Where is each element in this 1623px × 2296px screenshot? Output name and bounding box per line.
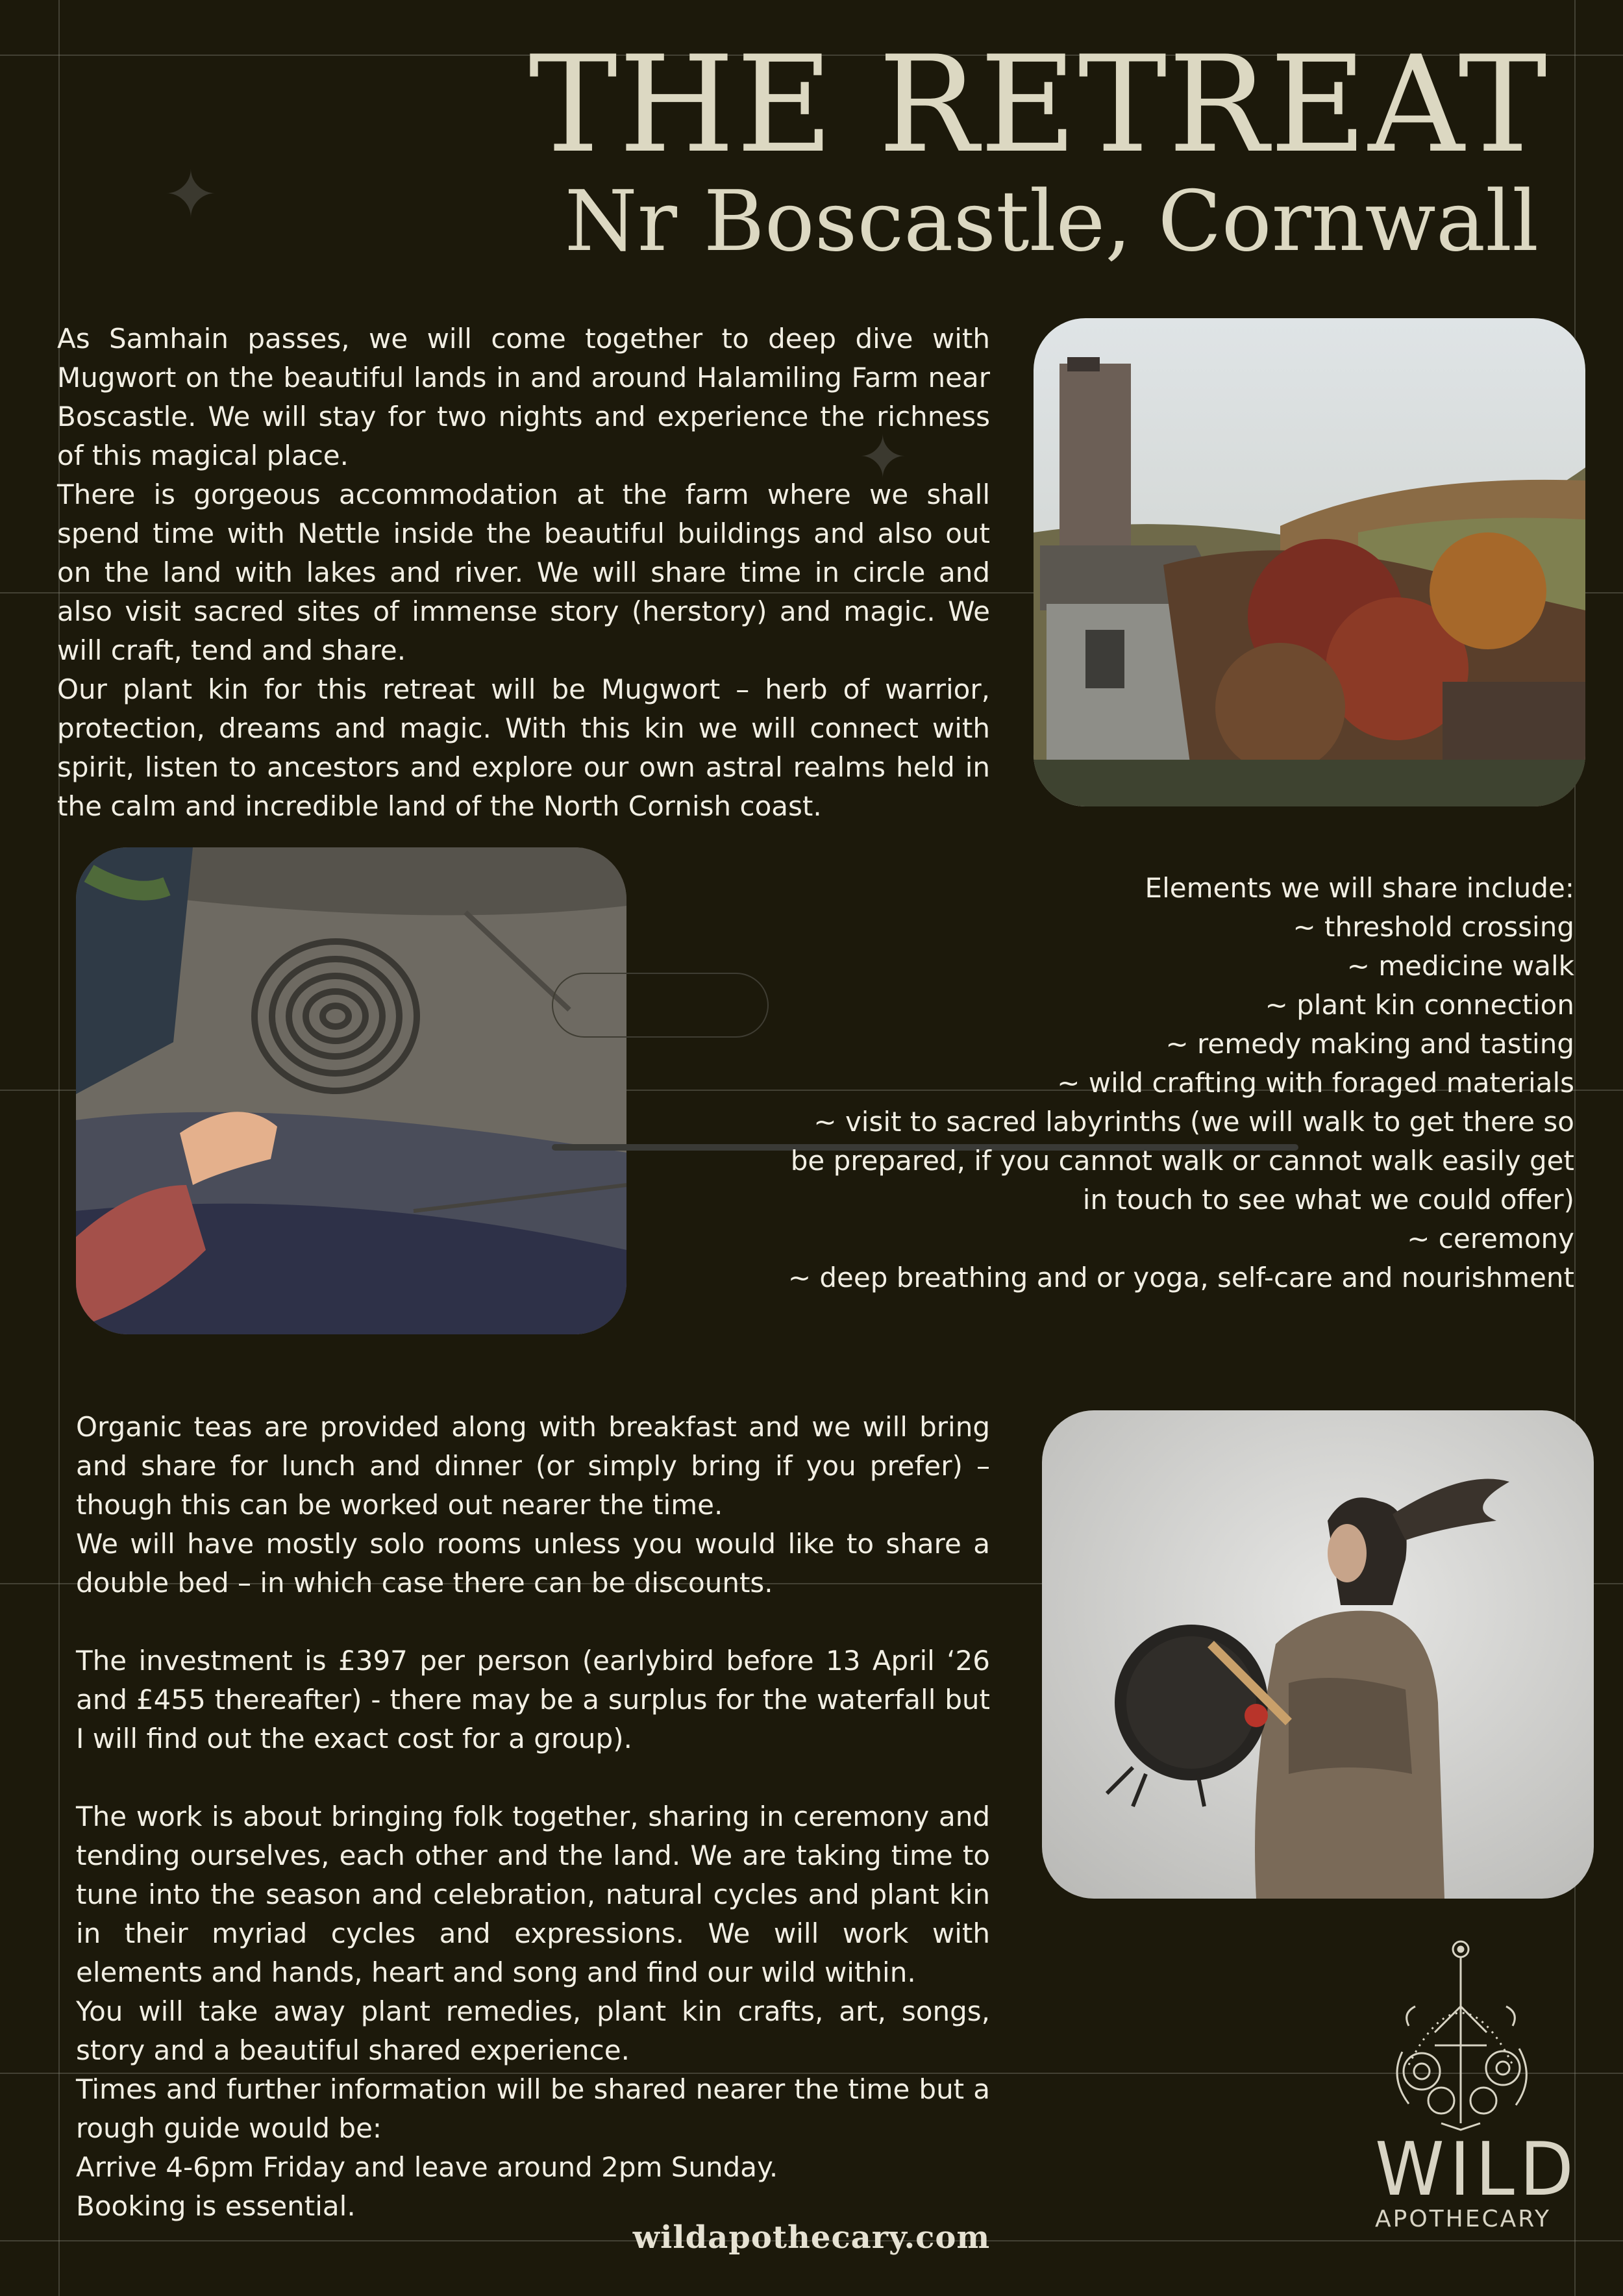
- booking-paragraph: Booking is essential.: [76, 2190, 356, 2222]
- rooms-paragraph: We will have mostly solo rooms unless you would like to share a double bed – in which case there can be discounts.: [76, 1528, 990, 1599]
- cottage-photo: [1034, 318, 1585, 806]
- work-paragraph: The work is about bringing folk together, sharing in ceremony and tending ourselves, each other and the land. We are taking time to tune into the season and celebration, natural cycles and plant kin in their myriad cycles and expressions. We will work with elements and hands, heart and song and find our wild within.: [76, 1801, 990, 1988]
- labyrinth-photo: [76, 847, 626, 1334]
- drummer-photo: [1042, 1410, 1594, 1899]
- elements-heading: Elements we will share include:: [1145, 872, 1574, 904]
- arrive-paragraph: Arrive 4-6pm Friday and leave around 2pm Sunday.: [76, 2151, 778, 2183]
- page-subtitle: Nr Boscastle, Cornwall: [564, 173, 1539, 270]
- sparkle-icon: ✦: [164, 156, 218, 232]
- list-item: ~ visit to sacred labyrinths (we will walk to get there so be prepared, if you cannot walk or cannot walk easily get in touch to see what we could offer): [790, 1106, 1574, 1216]
- elements-list: [665, 869, 1574, 1297]
- list-item: ~ remedy making and tasting: [1165, 1028, 1574, 1060]
- list-item: ~ plant kin connection: [1265, 989, 1574, 1021]
- sparkle-icon: ✦: [858, 423, 908, 492]
- list-item: ~ ceremony: [1407, 1223, 1574, 1254]
- list-item: ~ deep breathing and or yoga, self-care and nourishment: [787, 1262, 1574, 1293]
- page-title: THE RETREAT: [528, 28, 1548, 182]
- intro-text: [57, 319, 990, 826]
- times-paragraph: Times and further information will be shared nearer the time but a rough guide would be:: [76, 2073, 990, 2144]
- list-item: ~ threshold crossing: [1293, 911, 1574, 943]
- list-item: ~ wild crafting with foraged materials: [1057, 1067, 1574, 1099]
- intro-paragraph: There is gorgeous accommodation at the farm where we shall spend time with Nettle inside the beautiful buildings and also out on the land with lakes and river. We will share time in circle and also visit sacred sites of immense story (herstory) and magic. We will craft, tend and share.: [57, 479, 990, 666]
- logo-subtitle: APOTHECARY: [1375, 2206, 1551, 2232]
- website-link[interactable]: wildapothecary.com: [632, 2219, 991, 2256]
- spacer: [76, 1758, 990, 1797]
- details-text: [76, 1408, 990, 2226]
- spacer: [76, 1603, 990, 1641]
- investment-paragraph: The investment is £397 per person (earlybird before 13 April ‘26 and £455 thereafter) - there may be a surplus for the waterfall but I will find out the exact cost for a group).: [76, 1645, 990, 1754]
- takeaway-paragraph: You will take away plant remedies, plant kin crafts, art, songs, story and a beautiful shared experience.: [76, 1995, 990, 2066]
- logo-wordmark: WILD: [1375, 2127, 1579, 2213]
- food-paragraph: Organic teas are provided along with breakfast and we will bring and share for lunch and dinner (or simply bring if you prefer) – though this can be worked out nearer the time.: [76, 1411, 990, 1521]
- intro-paragraph: As Samhain passes, we will come together to deep dive with Mugwort on the beautiful lands in and around Halamiling Farm near Boscastle. We will stay for two nights and experience the richness of this magical place.: [57, 323, 990, 471]
- list-item: ~ medicine walk: [1346, 950, 1574, 982]
- intro-paragraph: Our plant kin for this retreat will be Mugwort – herb of warrior, protection, dreams and magic. With this kin we will connect with spirit, listen to ancestors and explore our own astral realms held in the calm and incredible land of the North Cornish coast.: [57, 673, 990, 822]
